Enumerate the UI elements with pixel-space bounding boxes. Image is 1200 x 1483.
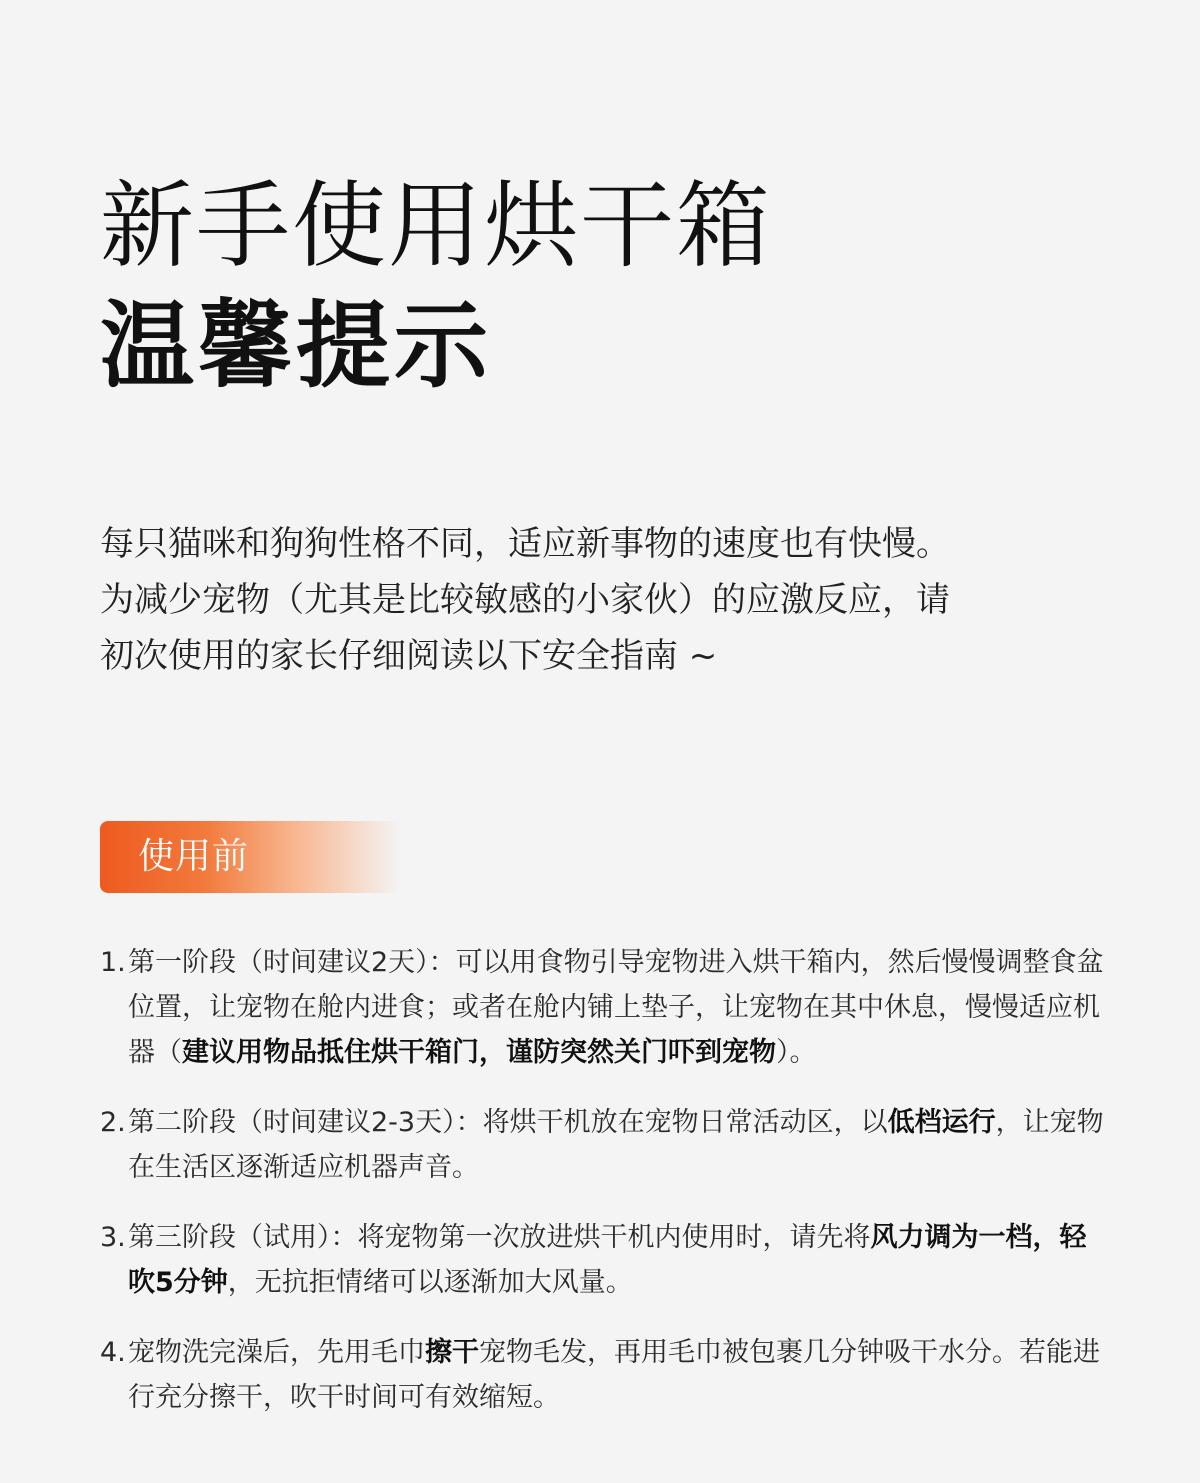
step-highlight: 风力调为一档，轻吹5分钟	[128, 1222, 1087, 1298]
steps-list	[100, 940, 1110, 1445]
step-number: 4.	[100, 1337, 126, 1368]
intro-line: 初次使用的家长仔细阅读以下安全指南 ~	[100, 636, 718, 676]
step-item	[100, 1215, 1110, 1305]
page-subtitle: 温馨提示	[100, 292, 493, 401]
step-text: 第一阶段（时间建议2天）：可以用食物引导宠物进入烘干箱内，然后慢慢调整食盆位置，让宠物在舱内进食；或者在舱内铺上垫子，让宠物在其中休息，慢慢适应机器（	[128, 947, 1104, 1068]
section-label: 使用前	[138, 836, 250, 877]
step-text: ）。	[776, 1037, 817, 1068]
step-text: 第三阶段（试用）：将宠物第一次放进烘干机内使用时，请先将	[128, 1222, 871, 1253]
step-number: 2.	[100, 1107, 126, 1138]
step-text: 宠物毛发，再用毛巾被包裹几分钟吸干水分。若能进行充分擦干，吹干时间可有效缩短。	[128, 1337, 1100, 1413]
intro-line: 为减少宠物（尤其是比较敏感的小家伙）的应激反应，请	[100, 580, 950, 620]
step-highlight: 低档运行	[887, 1107, 996, 1138]
step-text: ，让宠物在生活区逐渐适应机器声音。	[128, 1107, 1104, 1183]
step-highlight: 擦干	[425, 1337, 479, 1368]
step-text: 第二阶段（时间建议2-3天）：将烘干机放在宠物日常活动区，以	[128, 1107, 888, 1138]
step-item	[100, 940, 1110, 1075]
page-title: 新手使用烘干箱	[100, 172, 773, 281]
step-number: 3.	[100, 1222, 126, 1253]
step-text: 宠物洗完澡后，先用毛巾	[128, 1337, 425, 1368]
step-text: ，无抗拒情绪可以逐渐加大风量。	[227, 1267, 633, 1298]
section-badge	[100, 821, 400, 893]
step-highlight: 建议用物品抵住烘干箱门，谨防突然关门吓到宠物	[182, 1037, 776, 1068]
step-item	[100, 1100, 1110, 1190]
step-item	[100, 1330, 1110, 1420]
step-number: 1.	[100, 947, 126, 978]
intro-line: 每只猫咪和狗狗性格不同，适应新事物的速度也有快慢。	[100, 524, 950, 564]
intro-paragraph	[100, 516, 1110, 684]
